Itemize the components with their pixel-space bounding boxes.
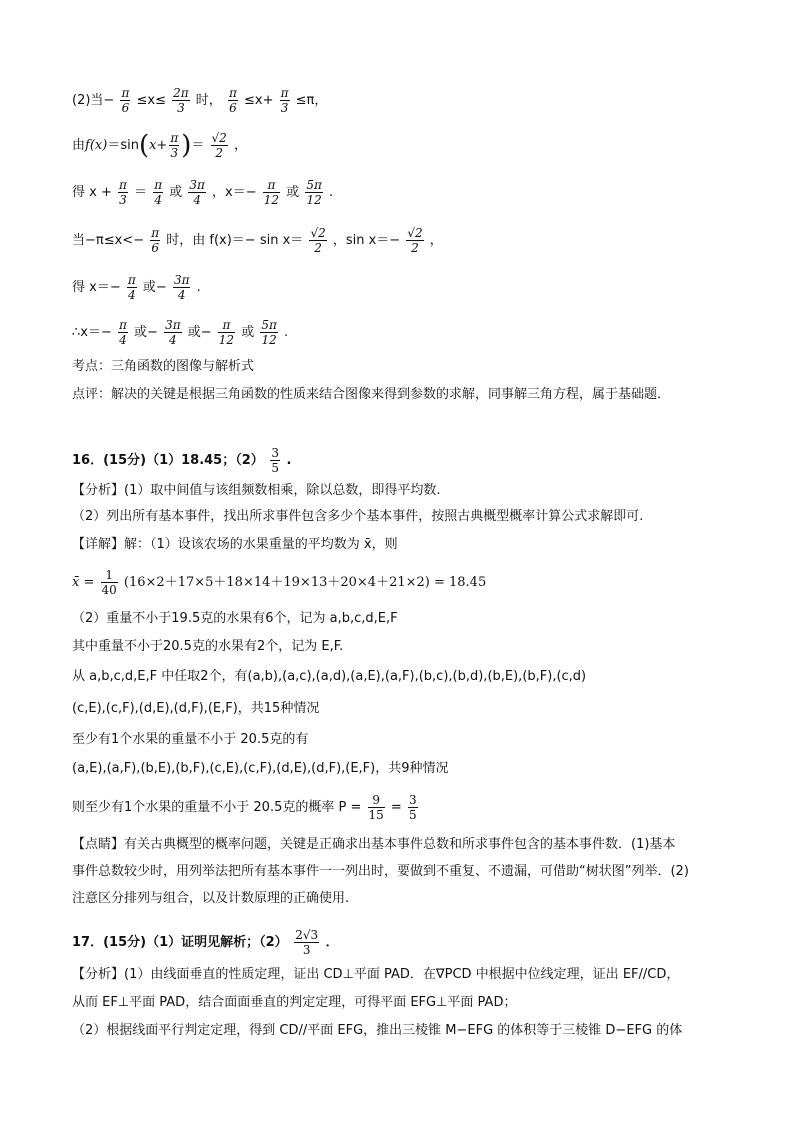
fraction: $\frac{3\pi}{4}$: [173, 273, 190, 302]
q17-heading: 17．(15分)（1）证明见解析；（2） $\frac{2√3}{3}$ ．: [72, 928, 339, 957]
text-line: （2）根据线面平行判定定理，得到 CD//平面 EFG，推出三棱锥 M−EFG 的体积等于三棱锥 D−EFG 的体: [72, 1023, 683, 1038]
detail-line: 【详解】解：（1）设该农场的水果重量的平均数为 x̄，则: [72, 537, 398, 552]
fraction: $\frac{\pi}{6}$: [121, 86, 130, 115]
fraction: $\frac{2√3}{3}$: [295, 928, 319, 957]
fraction: $\frac{5\pi}{12}$: [261, 318, 277, 347]
dianjing-line: 【点睛】有关古典概型的概率问题，关键是正确求出基本事件总数和所求事件包含的基本事件数．(1)基本: [72, 837, 676, 852]
text-line: 事件总数较少时，用列举法把所有基本事件一一列出时，要做到不重复、不遗漏，可借助“树状图”列举．(2): [72, 864, 689, 879]
text-line: (c,E),(c,F),(d,E),(d,F),(E,F)，共15种情况: [72, 701, 320, 716]
text-line: ∴x＝− $\frac{\pi}{4}$ 或− $\frac{3\pi}{4}$ 或− $\frac{\pi}{12}$ 或 $\frac{5\pi}{12}$ .: [72, 318, 289, 347]
fraction: $\frac{\pi}{4}$: [154, 178, 163, 207]
text-line: 当−π≤x<− $\frac{\pi}{6}$ 时，由 f(x)＝− sin x＝ $\frac{√2}{2}$ ，sin x＝− $\frac{√2}{2}$ ，: [72, 226, 443, 255]
text-line: 由f(x)＝sin(x+ $\frac{\pi}{3}$ )＝ $\frac{√2}{2}$ ，: [72, 130, 247, 161]
fraction: $\frac{3}{5}$: [408, 793, 417, 822]
dianping-line: 点评：解决的关键是根据三角函数的性质来结合图像来得到参数的求解，同事解三角方程，属于基础题．: [72, 387, 671, 402]
analysis-line: 【分析】(1）由线面垂直的性质定理，证出 CD⊥平面 PAD．在∇PCD 中根据中位线定理，证出 EF//CD，: [72, 967, 680, 982]
text-line: (2)当− $\frac{\pi}{6}$ ≤x≤ $\frac{2\pi}{3}$ 时， $\frac{\pi}{6}$ ≤x+ $\frac{\pi}{3}$ ≤π，: [72, 86, 328, 115]
fraction: $\frac{\pi}{3}$: [119, 178, 127, 207]
fraction: $\frac{3}{5}$: [271, 446, 279, 475]
text-line: 至少有1个水果的重量不小于 20.5克的有: [72, 732, 309, 747]
fraction: $\frac{\pi}{3}$: [280, 86, 289, 115]
analysis-line: 【分析】(1）取中间值与该组频数相乘，除以总数，即得平均数.: [72, 483, 441, 498]
fraction: $\frac{\pi}{12}$: [263, 178, 280, 207]
fraction: $\frac{\pi}{3}$: [170, 131, 179, 160]
fraction: $\frac{5\pi}{12}$: [306, 178, 322, 207]
text-line: （2）列出所有基本事件，找出所求事件包含多少个基本事件，按照古典概型概率计算公式求解即可.: [72, 509, 644, 524]
fraction: $\frac{3\pi}{4}$: [189, 178, 205, 207]
fraction: $\frac{√2}{2}$: [211, 131, 227, 160]
mean-formula: x̄ = $\frac{1}{40}$ (16×2＋17×5＋18×14＋19×13＋20×4＋21×2) = 18.45: [72, 568, 487, 597]
fraction: $\frac{√2}{2}$: [407, 226, 423, 255]
fraction: $\frac{√2}{2}$: [310, 226, 326, 255]
fraction: $\frac{9}{15}$: [368, 793, 384, 822]
fraction: $\frac{\pi}{12}$: [218, 318, 235, 347]
fraction: $\frac{1}{40}$: [101, 568, 117, 597]
fraction: $\frac{\pi}{6}$: [228, 86, 237, 115]
text-line: 注意区分排列与组合，以及计数原理的正确使用.: [72, 891, 350, 906]
fraction: $\frac{3\pi}{4}$: [165, 318, 181, 347]
text-line: （2）重量不小于19.5克的水果有6个，记为 a,b,c,d,E,F: [72, 611, 398, 626]
text-line: 得 x + $\frac{\pi}{3}$ ＝ $\frac{\pi}{4}$ 或 $\frac{3\pi}{4}$ ，x＝− $\frac{\pi}{12}$ 或 $\frac{5\pi}{12}$ .: [72, 178, 334, 207]
fraction: $\frac{\pi}{6}$: [151, 226, 160, 255]
probability-line: 则至少有1个水果的重量不小于 20.5克的概率 P = $\frac{9}{15}$ = $\frac{3}{5}$: [72, 793, 417, 822]
fraction: $\frac{2\pi}{3}$: [173, 86, 189, 115]
text-line: 从而 EF⊥平面 PAD，结合面面垂直的判定定理，可得平面 EFG⊥平面 PAD；: [72, 995, 517, 1010]
fraction: $\frac{\pi}{4}$: [127, 273, 136, 302]
left-paren: (: [138, 130, 150, 161]
text-line: (a,E),(a,F),(b,E),(b,F),(c,E),(c,F),(d,E),(d,F),(E,F)，共9种情况: [72, 761, 449, 776]
fraction: $\frac{\pi}{4}$: [119, 318, 127, 347]
text-line: 从 a,b,c,d,E,F 中任取2个，有(a,b),(a,c),(a,d),(a,E),(a,F),(b,c),(b,d),(b,E),(b,F),(c,d): [72, 669, 587, 684]
right-paren: ): [181, 130, 192, 161]
text-line: 得 x＝− $\frac{\pi}{4}$ 或− $\frac{3\pi}{4}$ .: [72, 273, 201, 302]
text-line: 其中重量不小于20.5克的水果有2个，记为 E,F.: [72, 639, 344, 654]
q16-heading: 16．(15分)（1）18.45；（2） $\frac{3}{5}$ .: [72, 446, 292, 475]
kaodian-line: 考点：三角函数的图像与解析式: [72, 359, 255, 374]
